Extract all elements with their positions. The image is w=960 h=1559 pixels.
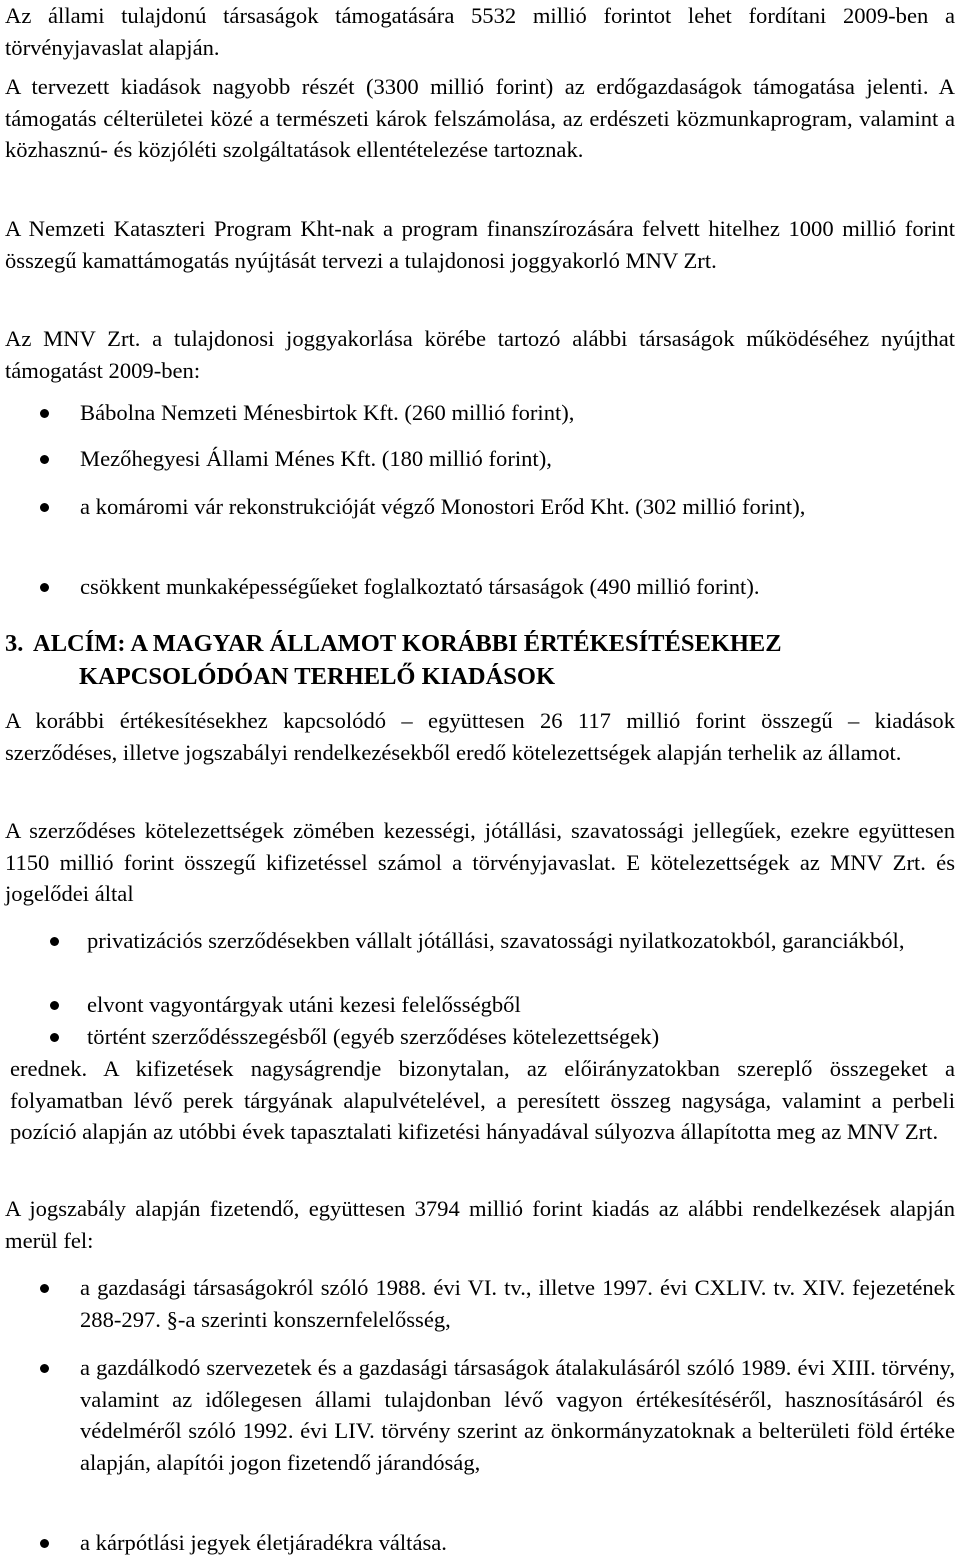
paragraph-mnv-support-intro: Az MNV Zrt. a tulajdonosi joggyakorlása körébe tartozó alábbi társaságok működéséhez nyújthat támogatást 2009-ben: [5,326,955,383]
bullet-icon [40,1539,49,1548]
paragraph-contractual-obligations: A szerződéses kötelezettségek zömében kezességi, jótállási, szavatossági jellegűek, ezekre együttesen 1150 millió forint összegű kifizetéssel számol a törvényjavaslat. E kötelezettségek az MNV Zrt. és jogelődei által [5,818,955,906]
statutory-basis-list [5,1272,955,1559]
list-item-text: a gazdálkodó szervezetek és a gazdasági társaságok átalakulásáról szóló 1989. évi XIII. törvény, valamint az időlegesen állami tulajdonban lévő vagyon értékesítéséről, hasznosításáról és védelméről szóló 1992. évi LIV. törvény szerint az önkormányzatoknak a belterületi föld értéke alapján, alapítói jogon fizetendő járandóság, [80,1355,955,1475]
list-item-text: csökkent munkaképességűeket foglalkoztató társaságok (490 millió forint). [80,574,760,599]
list-item [5,925,955,989]
bullet-icon [50,1001,59,1010]
bullet-icon [40,409,49,418]
heading-number: 3. [5,630,24,657]
bullet-icon [50,1033,59,1042]
list-item [5,491,955,571]
list-item [5,571,955,611]
bullet-icon [40,1364,49,1373]
bullet-icon [40,583,49,592]
heading-line-1: ALCÍM: A MAGYAR ÁLLAMOT KORÁBBI ÉRTÉKESÍTÉSEKHEZ [33,630,782,657]
heading-line-2: KAPCSOLÓDÓAN TERHELŐ KIADÁSOK [79,663,556,690]
supported-companies-list [5,397,955,611]
list-item-text: a gazdasági társaságokról szóló 1988. évi VI. tv., illetve 1997. évi CXLIV. tv. XIV. fejezetének 288-297. §-a szerinti konszernfelelősség, [80,1275,955,1332]
list-item-text: elvont vagyontárgyak utáni kezesi felelősségből [87,992,521,1017]
paragraph-cadastral-program: A Nemzeti Kataszteri Program Kht-nak a program finanszírozására felvett hitelhez 1000 millió forint összegű kamattámogatás nyújtását tervezi a tulajdonosi joggyakorló MNV Zrt. [5,216,955,273]
bullet-icon [40,455,49,464]
list-item [5,1272,955,1352]
paragraph-forestry-support: A tervezett kiadások nagyobb részét (3300 millió forint) az erdőgazdaságok támogatása jelenti. A támogatás célterületei közé a természeti károk felszámolása, az erdészeti közmunkaprogram, valamint a közhasznú- és közjóléti szolgáltatások ellentételezése tartoznak. [5,74,955,162]
list-item [5,443,955,491]
bullet-icon [50,937,59,946]
list-item [5,989,955,1021]
list-item-text: Bábolna Nemzeti Ménesbirtok Kft. (260 millió forint), [80,400,575,425]
bullet-icon [40,1284,49,1293]
list-item-text: Mezőhegyesi Állami Ménes Kft. (180 millió forint), [80,446,552,471]
list-item [5,397,955,443]
paragraph-statutory-payments: A jogszabály alapján fizetendő, együttesen 3794 millió forint kiadás az alábbi rendelkezések alapján merül fel: [5,1196,955,1253]
paragraph-prior-sales-expenses: A korábbi értékesítésekhez kapcsolódó – együttesen 26 117 millió forint összegű – kiadások szerződéses, illetve jogszabályi rendelkezésekből eredő kötelezettségek alapján terhelik az államot. [5,708,955,765]
list-item [5,1352,955,1527]
paragraph-state-companies-support: Az állami tulajdonú társaságok támogatására 5532 millió forintot lehet fordítani 2009-ben a törvényjavaslat alapján. [5,3,955,60]
list-item [5,1527,955,1559]
list-item [5,1021,955,1053]
obligation-sources-list [5,925,955,1053]
list-item-text: a komáromi vár rekonstrukcióját végző Monostori Erőd Kht. (302 millió forint), [80,494,806,519]
list-item-text: történt szerződésszegésből (egyéb szerződéses kötelezettségek) [87,1024,660,1049]
bullet-icon [40,503,49,512]
list-item-text: privatizációs szerződésekben vállalt jótállási, szavatossági nyilatkozatokból, garanciákból, [87,928,905,953]
paragraph-payment-estimates: erednek. A kifizetések nagyságrendje bizonytalan, az előirányzatokban szereplő összegeket a folyamatban lévő perek tárgyának alapulvételével, a peresített összeg nagysága, valamint a perbeli pozíció alapján az utóbbi évek tapasztalati kifizetési hányadával súlyozva állapította meg az MNV Zrt. [10,1056,955,1144]
list-item-text: a kárpótlási jegyek életjáradékra váltása. [80,1530,447,1555]
